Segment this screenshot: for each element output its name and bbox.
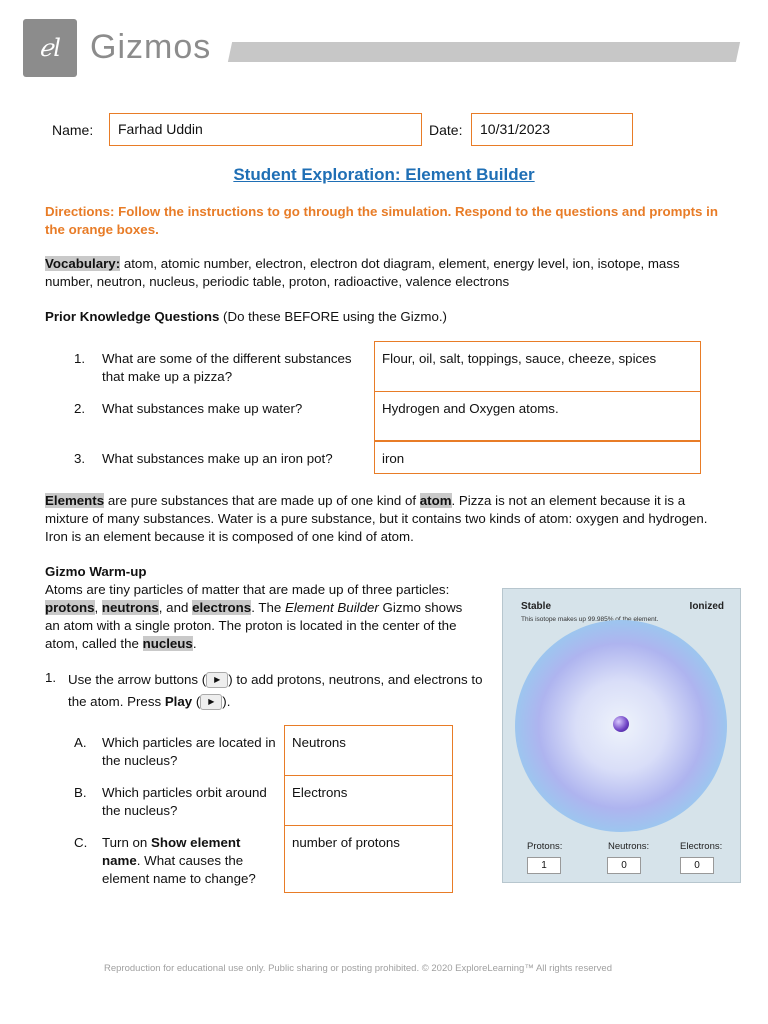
text: . Pizza is not an element because it is a mixture of many substances. Water is a pure substance, but it contains two kinds of atom: oxygen and hydrogen. Iron is an element because it is composed of one kind of atom.	[45, 493, 708, 544]
term-elements: Elements	[45, 493, 105, 508]
text: . What causes the element name to change?	[102, 853, 256, 886]
protons-count: 1	[527, 857, 561, 874]
answer-box-water[interactable]: Hydrogen and Oxygen atoms.	[374, 392, 701, 441]
protons-label: Protons:	[527, 841, 563, 852]
subq-text: Which particles are located in the nucleus?	[102, 735, 276, 768]
text: Atoms are tiny particles of matter that are made up of three particles:	[45, 582, 450, 597]
subq-text: Which particles orbit around the nucleus?	[102, 785, 267, 818]
prior-knowledge-heading	[45, 308, 725, 326]
question-number: 2.	[74, 401, 86, 416]
electrons-label: Electrons:	[680, 841, 723, 852]
text: ,	[94, 600, 102, 615]
text: are pure substances that are made up of one kind of	[104, 493, 420, 508]
stable-label: Stable	[521, 601, 552, 612]
element-builder-simulation	[502, 588, 741, 883]
text: Turn on	[102, 835, 152, 850]
directions: Directions: Follow the instructions to go through the simulation. Respond to the questions and prompts in the orange boxes.	[45, 204, 718, 237]
neutrons-label: Neutrons:	[608, 841, 650, 852]
term-nucleus: nucleus	[142, 636, 193, 651]
date-field[interactable]: 10/31/2023	[471, 113, 633, 146]
arrow-button-icon: ▶	[206, 672, 228, 688]
text: Gizmo shows an atom with a single proton. The proton is located in the center of the atom, called the	[45, 600, 463, 651]
date-label: Date:	[429, 122, 463, 138]
elements-paragraph	[45, 492, 725, 546]
subq-text	[102, 834, 280, 888]
answer-box-nucleus[interactable]: Neutrons	[284, 725, 453, 776]
prior-heading: Prior Knowledge Questions	[45, 309, 220, 324]
subq-letter: B.	[74, 785, 87, 800]
text: ) to add protons, neutrons, and electrons to the atom. Press	[68, 672, 483, 709]
gizmo-name: Element Builder	[284, 600, 379, 615]
text: . The	[251, 600, 285, 615]
text: (	[192, 694, 201, 709]
question-text: What substances make up water?	[102, 401, 303, 416]
step-number: 1.	[45, 670, 57, 685]
answer-box-iron[interactable]: iron	[374, 441, 701, 474]
text: ).	[222, 694, 231, 709]
text: , and	[158, 600, 193, 615]
step-1-text	[68, 669, 488, 713]
electrons-count: 0	[680, 857, 714, 874]
neutrons-count: 0	[607, 857, 641, 874]
ionized-label: Ionized	[689, 601, 724, 612]
gizmos-brand: Gizmos	[90, 28, 212, 66]
warmup-heading: Gizmo Warm-up	[45, 564, 147, 579]
text: Use the arrow buttons (	[68, 672, 207, 687]
play-button-icon: ▶	[200, 694, 222, 710]
answer-box-pizza[interactable]: Flour, oil, salt, toppings, sauce, cheeze, spices	[374, 341, 701, 392]
answer-box-orbit[interactable]: Electrons	[284, 776, 453, 826]
question-number: 3.	[74, 451, 86, 466]
play-label: Play	[164, 694, 193, 709]
header-bar	[228, 42, 740, 62]
name-field[interactable]: Farhad Uddin	[109, 113, 422, 146]
footer-copyright: Reproduction for educational use only. Public sharing or posting prohibited. © 2020 ExploreLearning™ All rights reserved	[104, 963, 612, 974]
term-protons: protons	[45, 600, 95, 615]
warmup-section	[45, 563, 480, 653]
term-atom: atom	[419, 493, 452, 508]
subq-letter: C.	[74, 835, 88, 850]
question-text: What substances make up an iron pot?	[102, 451, 333, 466]
term-electrons: electrons	[192, 600, 252, 615]
atom-diagram	[515, 620, 727, 832]
prior-note: (Do these BEFORE using the Gizmo.)	[219, 309, 447, 324]
subq-letter: A.	[74, 735, 87, 750]
vocabulary-text: atom, atomic number, electron, electron dot diagram, element, energy level, ion, isotope, mass number, neutron, nucleus, periodic table, proton, radioactive, valence electrons	[45, 256, 680, 289]
name-label: Name:	[52, 122, 94, 138]
answer-box-element-name[interactable]: number of protons	[284, 826, 453, 893]
vocabulary-label: Vocabulary:	[45, 256, 121, 271]
vocabulary	[45, 255, 725, 291]
question-text: What are some of the different substances that make up a pizza?	[102, 351, 352, 384]
question-number: 1.	[74, 351, 86, 366]
term-neutrons: neutrons	[101, 600, 159, 615]
page-title: Student Exploration: Element Builder	[233, 165, 535, 184]
isotope-note: This isotope makes up 99.985% of the element.	[521, 616, 659, 623]
nucleus-proton	[613, 716, 629, 732]
show-element-name-label: Show element name	[102, 835, 241, 868]
text: .	[192, 636, 197, 651]
explorelearning-logo: ℯl	[23, 19, 77, 77]
